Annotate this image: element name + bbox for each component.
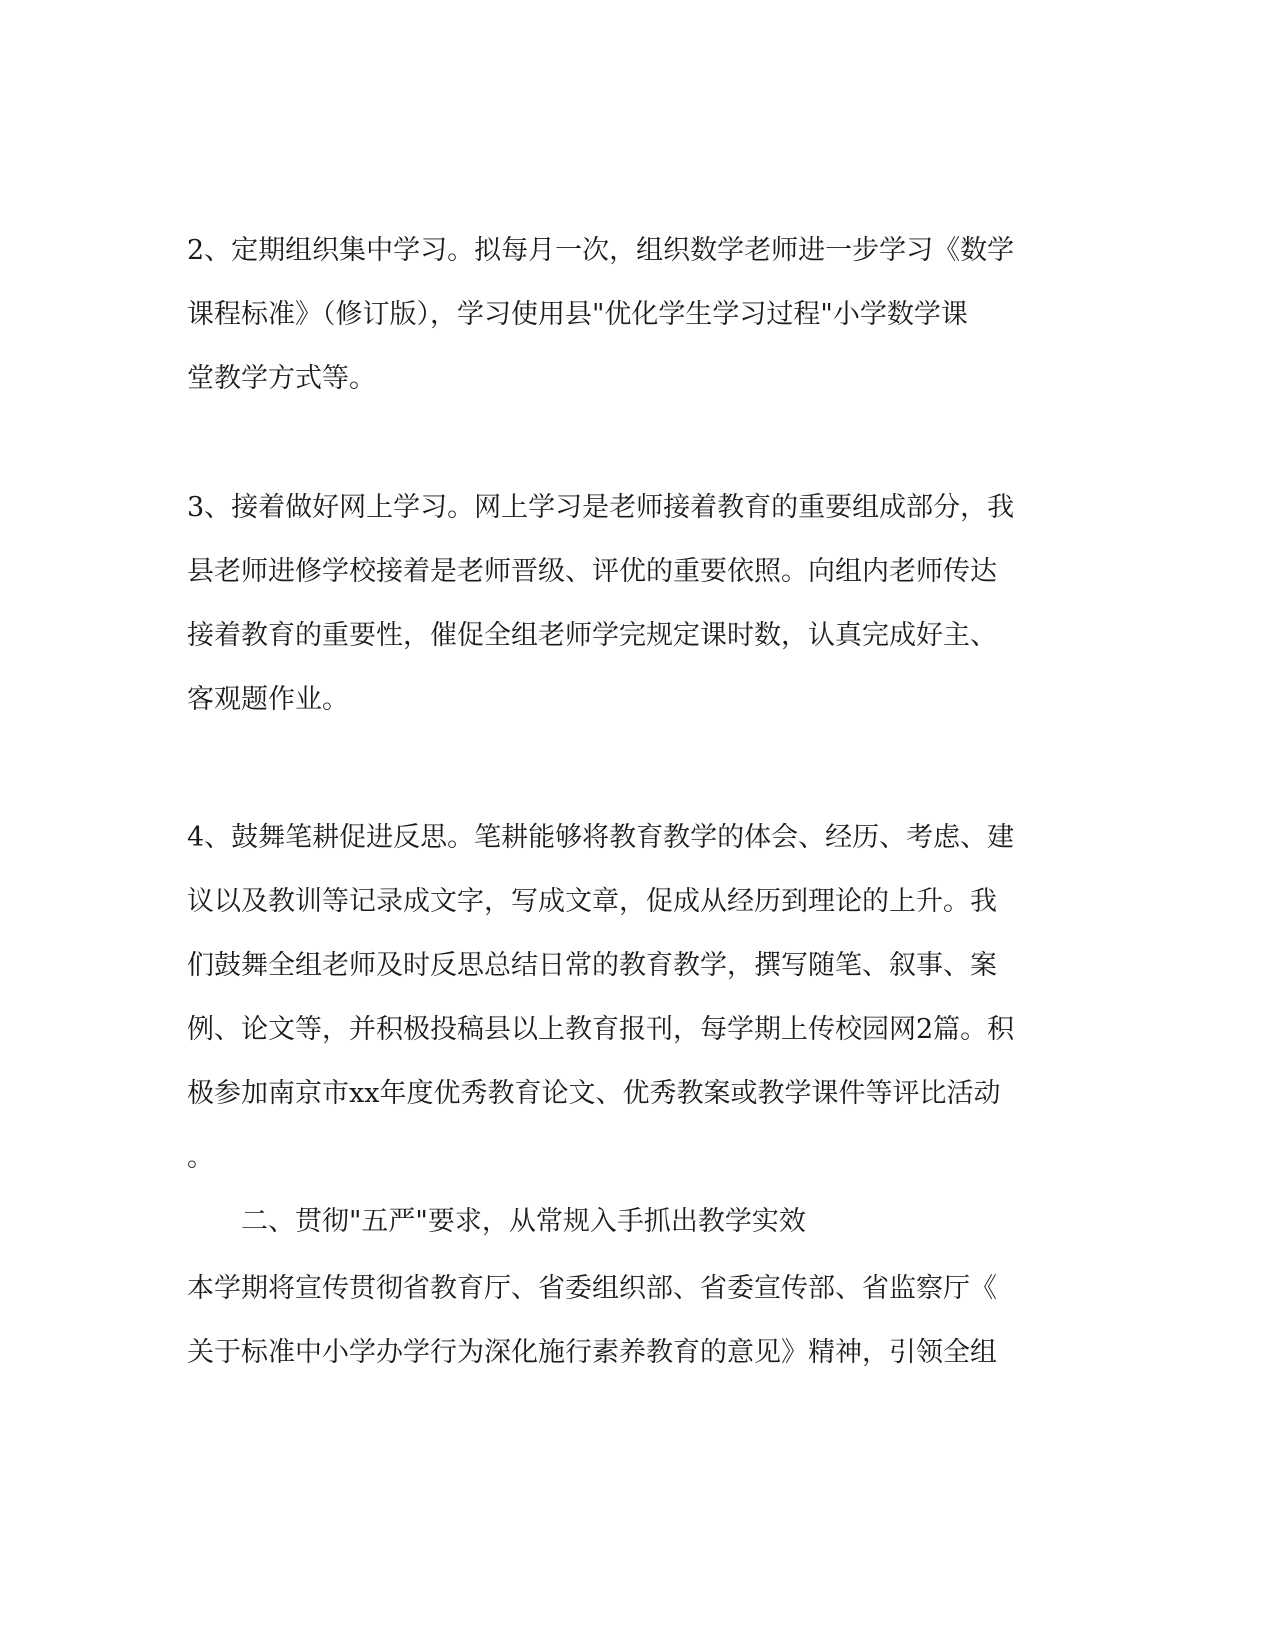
text-line: 。 bbox=[187, 1142, 214, 1173]
text-line: 客观题作业。 bbox=[187, 684, 349, 715]
paragraph-item-4 bbox=[187, 806, 1087, 1254]
text-line: 们鼓舞全组老师及时反思总结日常的教育教学，撰写随笔、叙事、案 bbox=[187, 950, 997, 981]
text-line: 例、论文等，并积极投稿县以上教育报刊，每学期上传校园网2篇。积 bbox=[187, 1014, 1015, 1045]
text-line: 3、接着做好网上学习。网上学习是老师接着教育的重要组成部分，我 bbox=[187, 492, 1015, 523]
text-line: 课程标准》（修订版），学习使用县"优化学生学习过程"小学数学课 bbox=[187, 299, 968, 330]
text-line: 县老师进修学校接着是老师晋级、评优的重要依照。向组内老师传达 bbox=[187, 556, 997, 587]
text-line: 极参加南京市xx年度优秀教育论文、优秀教案或教学课件等评比活动 bbox=[187, 1078, 1001, 1109]
text-line: 本学期将宣传贯彻省教育厅、省委组织部、省委宣传部、省监察厅《 bbox=[187, 1273, 997, 1304]
paragraph-item-2 bbox=[187, 219, 1087, 411]
paragraph-intro bbox=[187, 1193, 1087, 1385]
section-heading: 二、贯彻"五严"要求，从常规入手抓出教学实效 bbox=[187, 1206, 806, 1237]
text-line: 关于标准中小学办学行为深化施行素养教育的意见》精神，引领全组 bbox=[187, 1337, 997, 1368]
blank-line bbox=[187, 1193, 1087, 1257]
text-line: 4、鼓舞笔耕促进反思。笔耕能够将教育教学的体会、经历、考虑、建 bbox=[187, 822, 1015, 853]
paragraph-item-3 bbox=[187, 476, 1087, 732]
text-line: 堂教学方式等。 bbox=[187, 363, 376, 394]
text-line: 2、定期组织集中学习。拟每月一次，组织数学老师进一步学习《数学 bbox=[187, 235, 1015, 266]
text-line: 接着教育的重要性，催促全组老师学完规定课时数，认真完成好主、 bbox=[187, 620, 997, 651]
text-line: 议以及教训等记录成文字，写成文章，促成从经历到理论的上升。我 bbox=[187, 886, 997, 917]
